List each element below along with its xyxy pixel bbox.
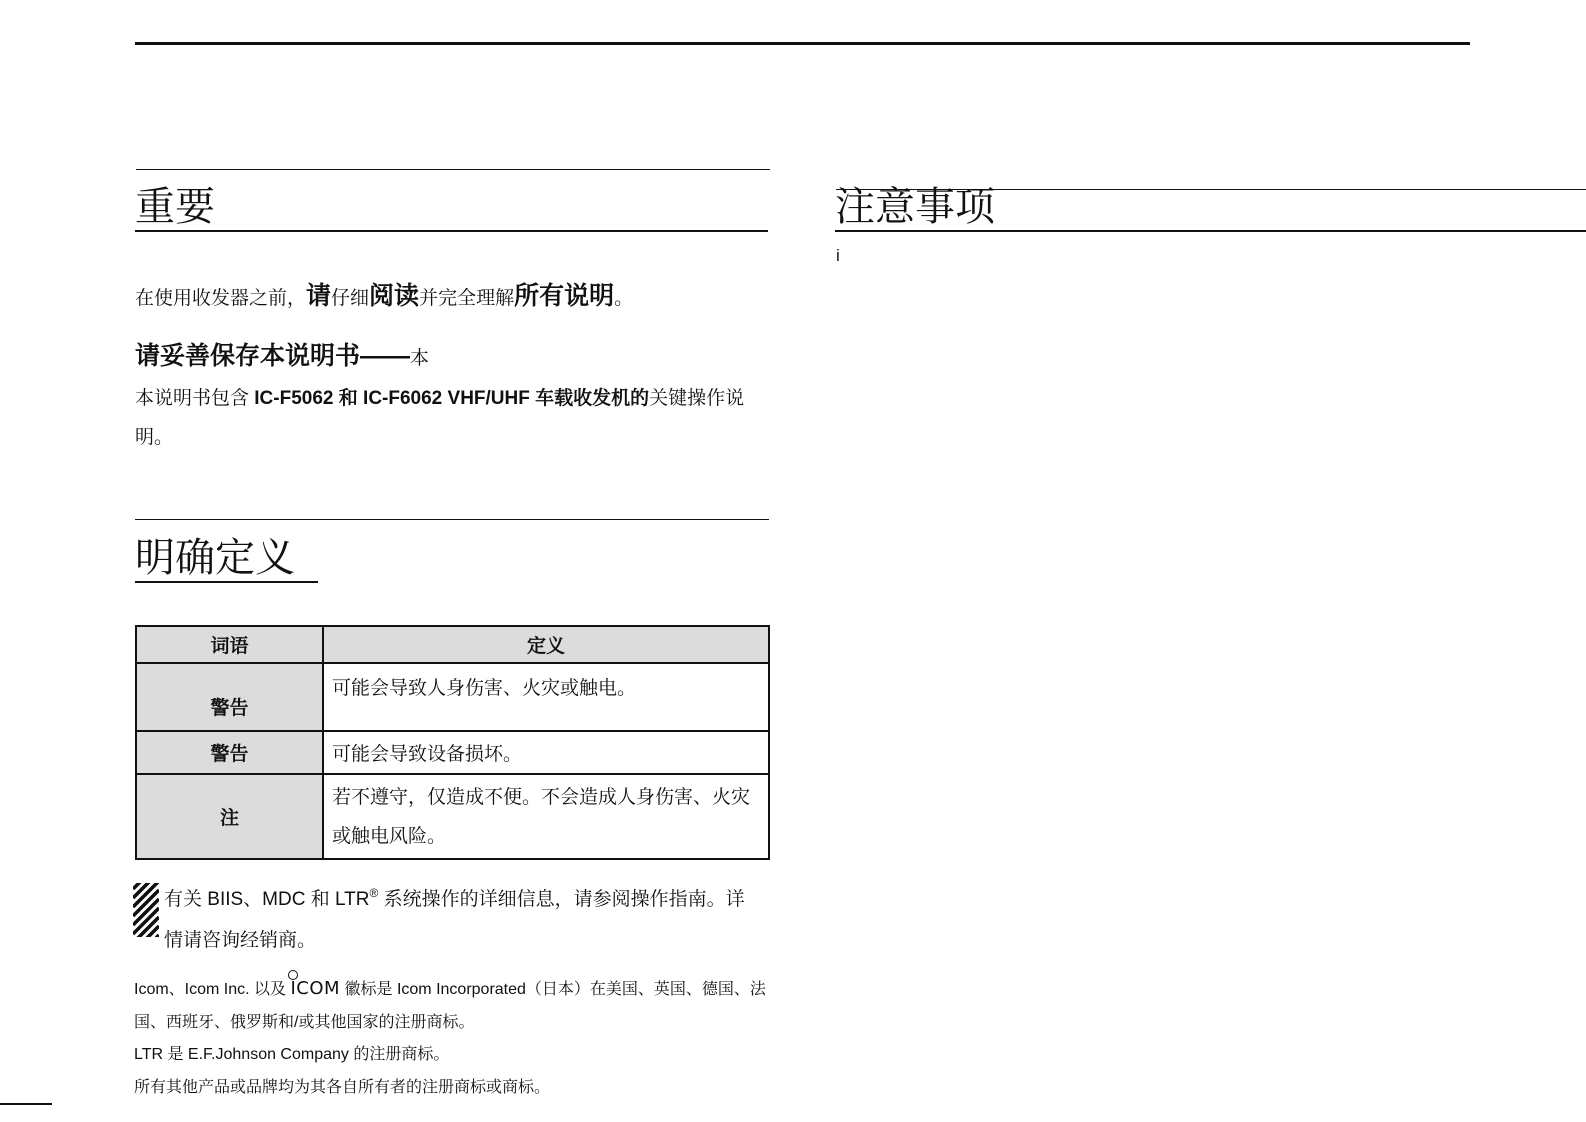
intro-text: 并完全理解 (419, 288, 515, 309)
trademark-line-4: 所有其他产品或品牌均为其各自所有者的注册商标或商标。 (134, 1078, 551, 1096)
page-bottom-mark (0, 1103, 52, 1105)
table-header-row (136, 626, 769, 663)
note-stripes-icon (133, 883, 159, 937)
trademark-notice (134, 974, 766, 1104)
term-cell: 注 (136, 774, 323, 859)
definition-text: 可能会导致设备损坏。 (332, 744, 523, 765)
intro-text: 。 (614, 288, 634, 309)
keep-manual-tail: 本 (410, 348, 430, 369)
trademark-text: Icom、Icom Inc. 以及 (134, 981, 291, 998)
intro-text: 在使用收发器之前， (135, 288, 307, 309)
intro-emphasis: 所有说明 (514, 282, 615, 310)
definition-text: 可能会导致人身伤害、火灾或触电。 (332, 678, 637, 699)
note-paragraph (164, 880, 745, 961)
trademark-text: 徽标是 Icom Incorporated（日本）在美国、英国、德国、法 (340, 981, 766, 998)
contents-models: IC-F5062 和 IC-F6062 VHF/UHF 车载收发机的 (254, 388, 650, 409)
trademark-line-1 (134, 974, 766, 1007)
manual-contents-paragraph (135, 379, 744, 457)
term-cell: 警告 (136, 731, 323, 774)
definitions-heading: 明确定义 (135, 535, 318, 583)
note-line-2: 情请咨询经销商。 (164, 930, 317, 951)
precautions-heading: 注意事项 (835, 184, 1586, 232)
note-text: 有关 BIIS、MDC 和 LTR (164, 889, 370, 910)
definition-cell (323, 731, 769, 774)
important-heading: 重要 (135, 184, 768, 232)
intro-emphasis: 请 (306, 282, 332, 310)
table-row (136, 663, 769, 731)
registered-mark: ® (369, 886, 379, 900)
definition-cell (323, 774, 769, 859)
trademark-line-3: LTR 是 E.F.Johnson Company 的注册商标。 (134, 1046, 450, 1063)
intro-text: 仔细 (331, 288, 370, 309)
keep-manual-line (135, 340, 429, 375)
header-term: 词语 (136, 626, 323, 663)
header-definition: 定义 (323, 626, 769, 663)
definition-text: 若不遵守，仅造成不便。不会造成人身伤害、火灾 (332, 786, 751, 808)
intro-emphasis: 阅读 (369, 282, 420, 310)
keep-manual-emphasis: 请妥善保存本说明书—— (135, 342, 411, 370)
definitions-top-rule (135, 519, 769, 520)
icom-logo: ICOM (290, 978, 341, 999)
trademark-line-2: 国、西班牙、俄罗斯和/或其他国家的注册商标。 (134, 1013, 475, 1031)
precautions-body: i (836, 246, 840, 265)
important-top-rule (136, 169, 770, 170)
page-top-rule (135, 42, 1470, 45)
note-text: 系统操作的详细信息，请参阅操作指南。详 (378, 889, 745, 910)
table-row (136, 774, 769, 859)
definition-cell (323, 663, 769, 731)
contents-prefix: 本说明书包含 (135, 388, 255, 409)
contents-line-1 (135, 379, 744, 418)
note-line-1 (164, 880, 745, 921)
important-intro (135, 280, 633, 315)
contents-line-2: 明。 (135, 427, 174, 448)
definitions-table (135, 625, 770, 860)
term-cell: 警告 (136, 663, 323, 731)
table-row (136, 731, 769, 774)
contents-suffix: 关键操作说 (649, 388, 745, 409)
definition-text: 或触电风险。 (332, 825, 447, 847)
